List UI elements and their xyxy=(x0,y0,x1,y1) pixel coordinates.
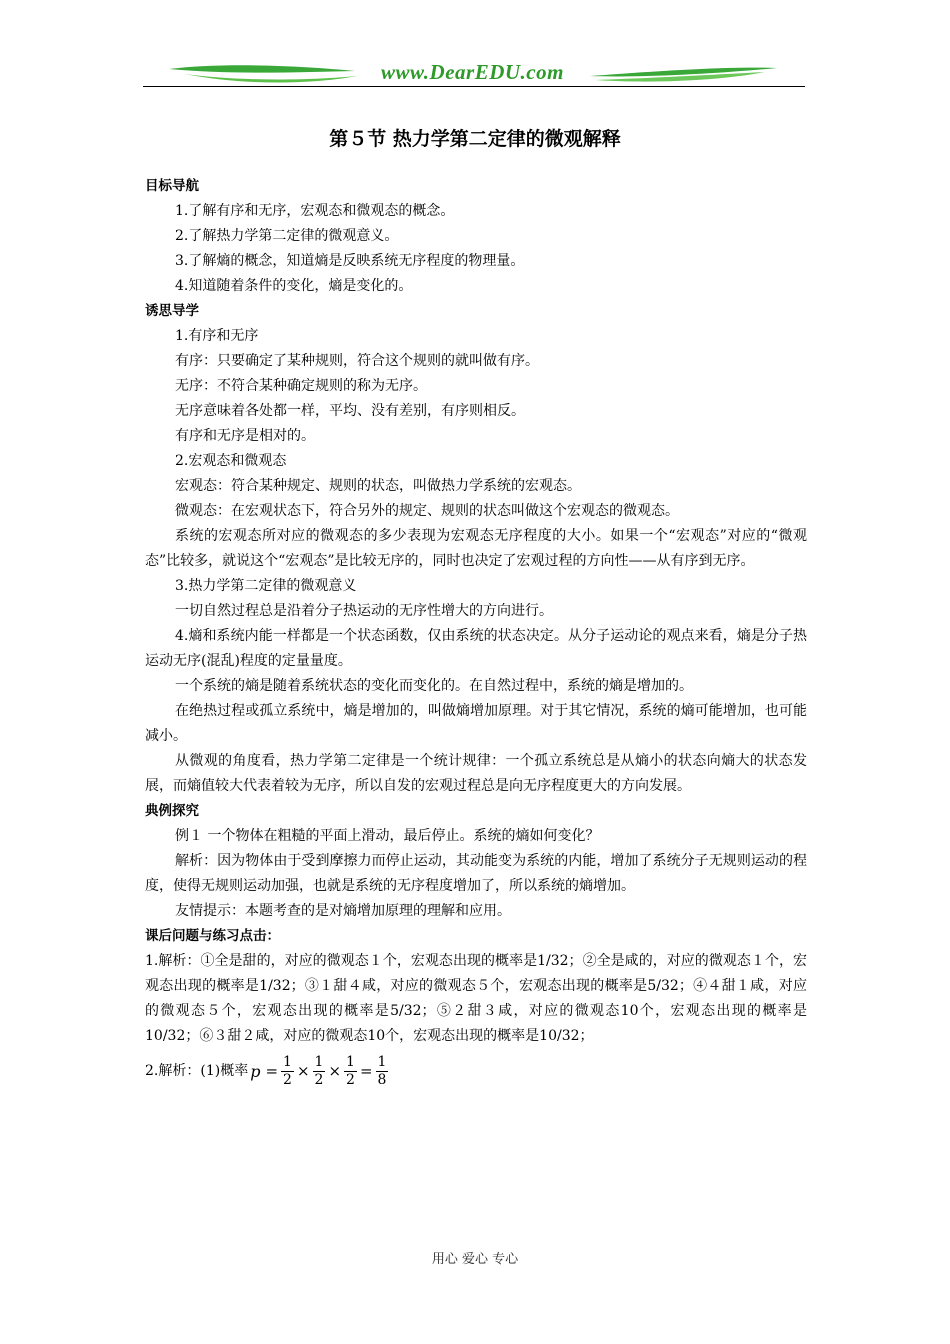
exercise-answer-1: 1.解析：①全是甜的，对应的微观态１个，宏观态出现的概率是1/32；②全是咸的，对应的微观态１个，宏观态出现的概率是1/32；③１甜４咸，对应的微观态５个，宏观态出现的概率是5/32；④４甜１咸，对应的微观态５个，宏观态出现的概率是5/32；⑤２甜３咸，对应的微观态10个，宏观态出现的概率是10/32；⑥３甜２咸，对应的微观态10个，宏观态出现的概率是10/32； xyxy=(145,953,807,1044)
guide-paragraph: 从微观的角度看，热力学第二定律是一个统计规律：一个孤立系统总是从熵小的状态向熵大的状态发展，而熵值较大代表着较为无序，所以自发的宏观过程总是向无序程度更大的方向发展。 xyxy=(145,753,807,794)
example-heading: 典例探究 xyxy=(145,803,199,819)
fraction-denominator: 2 xyxy=(283,1071,292,1088)
example-question: 例１ 一个物体在粗糙的平面上滑动，最后停止。系统的熵如何变化？ xyxy=(175,828,600,844)
fraction-numerator: 1 xyxy=(377,1053,387,1070)
formula-times: × xyxy=(296,1061,310,1080)
page-footer: 用心 爱心 专心 xyxy=(431,1252,519,1267)
guide-paragraph: 微观态：在宏观状态下，符合另外的规定、规则的状态叫做这个宏观态的微观态。 xyxy=(175,503,679,519)
guide-paragraph: 在绝热过程或孤立系统中，熵是增加的，叫做熵增加原理。对于其它情况，系统的熵可能增加，也可能减小。 xyxy=(145,703,807,744)
formula-times: × xyxy=(328,1061,342,1080)
guide-paragraph: 无序：不符合某种确定规则的称为无序。 xyxy=(175,378,427,394)
guide-subheading: 3.热力学第二定律的微观意义 xyxy=(175,578,357,594)
header-rule xyxy=(143,86,805,87)
goal-item: 4.知道随着条件的变化，熵是变化的。 xyxy=(175,278,413,294)
formula-fraction xyxy=(313,1054,326,1089)
guide-paragraph: 系统的宏观态所对应的微观态的多少表现为宏观态无序程度的大小。如果一个“宏观态”对应的“微观态”比较多，就说这个“宏观态”是比较无序的，同时也决定了宏观过程的方向性——从有序到无序。 xyxy=(145,528,807,569)
goal-item: 3.了解熵的概念，知道熵是反映系统无序程度的物理量。 xyxy=(175,253,525,269)
guide-paragraph: 有序：只要确定了某种规则，符合这个规则的就叫做有序。 xyxy=(175,353,539,369)
page-title: 第５节 热力学第二定律的微观解释 xyxy=(329,128,621,150)
fraction-denominator: 2 xyxy=(314,1071,324,1088)
logo-text: www.DearEDU.com xyxy=(381,60,564,84)
site-logo xyxy=(165,56,780,88)
goals-heading: 目标导航 xyxy=(145,178,199,194)
goal-item: 2.了解热力学第二定律的微观意义。 xyxy=(175,228,399,244)
exercise-answer-2 xyxy=(145,1051,807,1091)
guide-heading: 诱思导学 xyxy=(145,303,199,319)
fraction-denominator: 8 xyxy=(377,1071,387,1088)
guide-paragraph: 一切自然过程总是沿着分子热运动的无序性增大的方向进行。 xyxy=(175,603,553,619)
fraction-numerator: 1 xyxy=(346,1053,355,1070)
fraction-numerator: 1 xyxy=(314,1053,324,1070)
guide-paragraph: 有序和无序是相对的。 xyxy=(175,428,315,444)
goal-item: 1.了解有序和无序，宏观态和微观态的概念。 xyxy=(175,203,455,219)
formula-fraction xyxy=(281,1054,294,1089)
formula-variable: p xyxy=(250,1061,261,1081)
formula-fraction xyxy=(344,1054,357,1089)
document-body xyxy=(145,174,807,1091)
guide-subheading: 2.宏观态和微观态 xyxy=(175,453,287,469)
formula-equals: = xyxy=(359,1061,373,1080)
formula-result-fraction xyxy=(376,1054,389,1089)
guide-paragraph: 宏观态：符合某种规定、规则的状态，叫做热力学系统的宏观态。 xyxy=(175,478,581,494)
guide-paragraph: 无序意味着各处都一样，平均、没有差别，有序则相反。 xyxy=(175,403,525,419)
guide-paragraph: 4.熵和系统内能一样都是一个状态函数，仅由系统的状态决定。从分子运动论的观点来看，熵是分子热运动无序(混乱)程度的定量量度。 xyxy=(145,628,807,669)
example-tip: 友情提示：本题考查的是对熵增加原理的理解和应用。 xyxy=(175,903,511,919)
answer-2-prefix: 2.解析：(1)概率 xyxy=(145,1062,249,1079)
fraction-numerator: 1 xyxy=(283,1053,292,1070)
guide-subheading: 1.有序和无序 xyxy=(175,328,259,344)
formula-equals: = xyxy=(265,1061,279,1080)
exercises-heading: 课后问题与练习点击： xyxy=(145,928,280,944)
guide-paragraph: 一个系统的熵是随着系统状态的变化而变化的。在自然过程中，系统的熵是增加的。 xyxy=(175,678,693,694)
fraction-denominator: 2 xyxy=(346,1071,355,1088)
example-solution: 解析：因为物体由于受到摩擦力而停止运动，其动能变为系统的内能，增加了系统分子无规则运动的程度，使得无规则运动加强，也就是系统的无序程度增加了，所以系统的熵增加。 xyxy=(145,853,807,894)
